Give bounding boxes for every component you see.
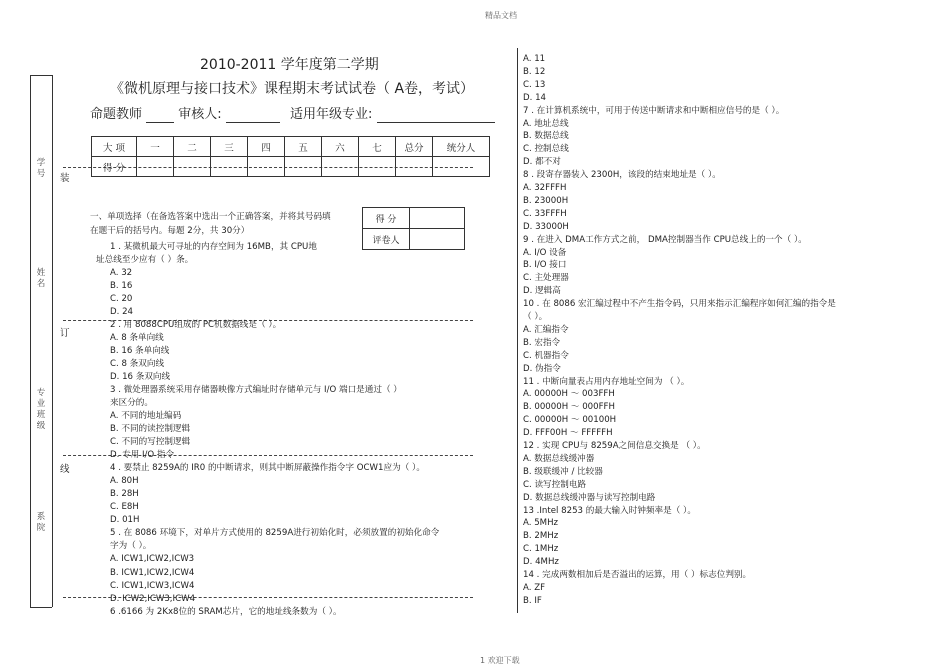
question-line: A. I/O 设备	[523, 247, 567, 258]
score-header-cell: 六	[322, 137, 359, 157]
question-line: 9 . 在进入 DMA工作方式之前， DMA控制器当作 CPU总线上的一个（ ）。	[523, 234, 807, 245]
question-line: A. 80H	[110, 476, 139, 487]
teacher-blank	[146, 107, 174, 123]
score-input[interactable]	[285, 157, 322, 177]
question-line: C. ICW1,ICW3,ICW4	[110, 580, 195, 591]
footer-note: 1 欢迎下载	[480, 656, 520, 665]
section-score-label: 得 分	[363, 208, 410, 229]
score-header-cell: 四	[248, 137, 285, 157]
binding-top-line	[30, 75, 52, 76]
question-line: D. 逻辑高	[523, 286, 561, 297]
question-line: D. 01H	[110, 515, 140, 526]
question-line: A. 11	[523, 54, 546, 64]
binding-outer-line	[30, 75, 31, 607]
reviewer-label: 审核人:	[178, 107, 222, 122]
question-line: （ ）。	[523, 312, 548, 322]
field-name: 姓名	[36, 268, 46, 289]
question-line: C. 00000H ～ 00100H	[523, 415, 617, 426]
score-header-cell: 大 项	[92, 137, 137, 157]
question-line: A. 32	[110, 268, 133, 279]
question-line: 3 . 微处理器系统采用存储器映像方式编址时存储单元与 I/O 端口是通过（ ）	[110, 385, 402, 396]
question-line: B. 23000H	[523, 195, 569, 206]
question-line: 2 . 用 8088CPU组成的 PC机数据线是（ ）。	[110, 320, 282, 331]
score-input[interactable]	[174, 157, 211, 177]
question-line: B. 数据总线	[523, 131, 569, 142]
score-header-cell: 三	[211, 137, 248, 157]
question-line: C. 控制总线	[523, 144, 569, 155]
reviewer-blank	[226, 107, 280, 123]
question-line: 字为（ ）。	[110, 541, 152, 552]
field-major-class: 专业班级	[36, 388, 46, 431]
question-line: B. I/O 接口	[523, 260, 567, 271]
field-department: 系院	[36, 512, 46, 533]
question-line: A. 32FFFH	[523, 183, 567, 193]
question-line: A. ZF	[523, 582, 546, 593]
question-line: D. 伪指令	[523, 363, 561, 374]
question-line: 13 .Intel 8253 的最大输入时钟频率是（ ）。	[523, 505, 696, 516]
question-line: 10 . 在 8086 宏汇编过程中不产生指令码，只用来指示汇编程序如何汇编的指令是	[523, 299, 836, 310]
binding-inner-line	[52, 75, 53, 607]
grade-label: 适用年级专业:	[289, 107, 373, 122]
score-input[interactable]	[211, 157, 248, 177]
section-reviewer-label: 评卷人	[363, 229, 410, 250]
question-line: D. 专用 I/O 指令	[110, 450, 175, 461]
exam-term-title: 2010-2011 学年度第二学期	[200, 57, 379, 73]
section-score-input[interactable]	[410, 208, 465, 229]
question-line: B. 16	[110, 281, 133, 292]
question-line: 1 . 某微机最大可寻址的内存空间为 16MB，其 CPU地	[110, 242, 317, 252]
score-input[interactable]	[396, 157, 433, 177]
score-input[interactable]	[433, 157, 490, 177]
question-line: B. 级联缓冲 / 比较器	[523, 466, 603, 477]
binding-bottom-line	[30, 607, 52, 608]
teacher-label: 命题教师	[90, 107, 143, 122]
question-line: 8 . 段寄存器装入 2300H，该段的结束地址是（ ）。	[523, 170, 721, 181]
field-student-id: 学号	[36, 158, 46, 179]
question-line: A. 不同的地址编码	[110, 411, 182, 422]
question-line: 来区分的。	[110, 398, 153, 409]
question-line: B. 28H	[110, 489, 139, 500]
question-line: C. E8H	[110, 502, 139, 513]
question-line: A. ICW1,ICW2,ICW3	[110, 554, 195, 565]
column-divider	[517, 48, 518, 613]
score-header-cell: 七	[359, 137, 396, 157]
question-line: B. 16 条单向线	[110, 346, 170, 357]
section-intro-line: 在题干后的括号内。每题 2分，共 30分）	[90, 226, 250, 236]
score-header-cell: 总分	[396, 137, 433, 157]
question-line: 5 . 在 8086 环境下，对单片方式使用的 8259A进行初始化时，必须放置的初始化命令	[110, 528, 440, 539]
question-line: D. 都不对	[523, 157, 561, 168]
question-line: 6 .6166 为 2Kx8位的 SRAM芯片，它的地址线条数为（ ）。	[110, 606, 342, 617]
question-line: 14 . 完成两数相加后是否溢出的运算，用（ ）标志位判别。	[523, 570, 752, 580]
question-line: B. ICW1,ICW2,ICW4	[110, 567, 195, 578]
question-line: C. 主处理器	[523, 273, 569, 284]
question-line: D. 14	[523, 92, 547, 103]
question-line: A. 汇编指令	[523, 324, 569, 335]
question-line: B. 2MHz	[523, 531, 559, 542]
score-input[interactable]	[322, 157, 359, 177]
question-line: A. 8 条单向线	[110, 333, 164, 344]
question-line: D. 33000H	[523, 221, 569, 232]
score-header-cell: 二	[174, 137, 211, 157]
question-line: 4 . 要禁止 8259A的 IR0 的中断请求，则其中断屏蔽操作指令字 OCW1应为（ ）。	[110, 463, 425, 474]
score-table	[91, 136, 490, 177]
question-line: D. 4MHz	[523, 557, 559, 568]
question-line: B. 12	[523, 66, 546, 77]
question-line: B. 宏指令	[523, 337, 561, 348]
score-row-label: 得 分	[92, 157, 137, 177]
question-line: D. 数据总线缓冲器与读写控制电路	[523, 492, 656, 503]
question-line: 址总线至少应有（ ）条。	[96, 255, 194, 266]
question-line: C. 不同的写控制逻辑	[110, 437, 191, 448]
question-line: D. ICW2,ICW3,ICW4	[110, 593, 196, 604]
section-score-table	[362, 207, 465, 250]
header-note: 精品文档	[485, 11, 517, 20]
binding-ding: 订	[60, 328, 70, 339]
binding-zhuang: 装	[60, 173, 70, 184]
question-line: B. 不同的读控制逻辑	[110, 424, 191, 435]
question-line: B. IF	[523, 595, 542, 606]
question-line: B. 00000H ～ 000FFH	[523, 402, 615, 413]
question-line: D. 16 条双向线	[110, 372, 171, 383]
question-line: C. 机器指令	[523, 350, 569, 361]
question-line: C. 8 条双向线	[110, 359, 165, 370]
grade-blank	[377, 107, 495, 123]
question-line: D. FFF00H ～ FFFFFH	[523, 428, 613, 439]
section-intro-line: 一、单项选择（在备选答案中选出一个正确答案，并将其号码填	[90, 212, 331, 222]
question-line: C. 读写控制电路	[523, 479, 587, 490]
question-line: C. 33FFFH	[523, 208, 567, 219]
exam-meta	[90, 103, 495, 123]
score-header-cell: 五	[285, 137, 322, 157]
binding-xian: 线	[60, 464, 70, 475]
question-line: A. 5MHz	[523, 518, 559, 529]
question-line: C. 1MHz	[523, 544, 559, 555]
question-line: A. 地址总线	[523, 118, 569, 129]
exam-course-title: 《微机原理与接口技术》课程期末考试试卷（ A卷，考试）	[110, 81, 475, 97]
question-line: A. 数据总线缓冲器	[523, 453, 595, 464]
question-line: D. 24	[110, 307, 134, 318]
score-input[interactable]	[248, 157, 285, 177]
score-input[interactable]	[359, 157, 396, 177]
question-line: C. 13	[523, 79, 546, 90]
score-header-cell: 统分人	[433, 137, 490, 157]
question-line: 11 . 中断向量表占用内存地址空间为 （ ）。	[523, 376, 690, 387]
question-line: 7 . 在计算机系统中，可用于传送中断请求和中断相应信号的是（ ）。	[523, 105, 785, 116]
score-input[interactable]	[137, 157, 174, 177]
question-line: C. 20	[110, 294, 133, 305]
question-line: 12 . 实现 CPU与 8259A之间信息交换是 （ ）。	[523, 441, 706, 451]
section-reviewer-input[interactable]	[410, 229, 465, 250]
question-line: A. 00000H ～ 003FFH	[523, 389, 615, 400]
score-header-cell: 一	[137, 137, 174, 157]
